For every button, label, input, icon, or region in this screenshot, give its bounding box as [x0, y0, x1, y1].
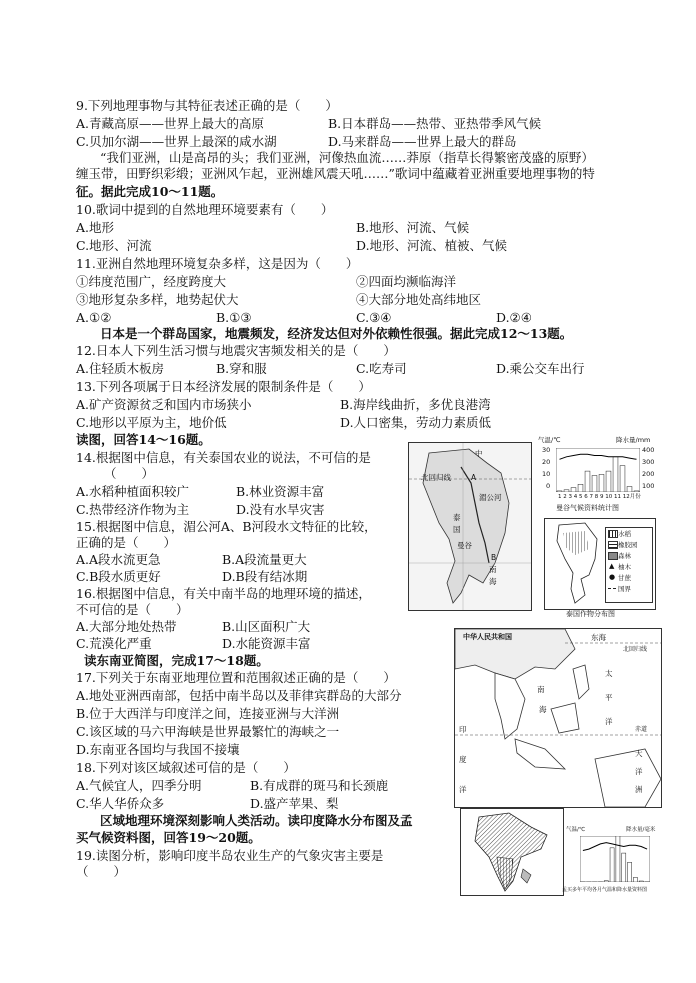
mumbai-precip-bar-9: [628, 862, 632, 882]
mumbai-precip-bar-7: [616, 836, 620, 882]
q16-option-b: B.山区面积广大: [222, 619, 311, 634]
sea-label-yang2: 洋: [635, 767, 643, 776]
question-15: 15.根据图中信息，湄公河A、B河段水文特征的比较，: [76, 519, 377, 534]
question-18: 18.下列对该区域叙述可信的是（ ）: [76, 760, 296, 775]
point-b-label: B: [491, 553, 497, 562]
sea-label-zhou: 洲: [635, 785, 643, 794]
q13-option-a: A.矿产资源贫乏和国内市场狭小: [76, 397, 252, 412]
bangkok-ptick-200: 200: [642, 470, 655, 478]
sea-label-yang3: 洋: [459, 785, 467, 794]
q18-option-c: C.华人华侨众多: [76, 796, 165, 811]
read-19-20-line1: 区域地理环境深刻影响人类活动。读印度降水分布图及孟: [100, 813, 413, 828]
q15-option-c: C.B段水质更好: [76, 569, 161, 584]
bangkok-label: 曼谷: [457, 541, 472, 550]
japan-intro: 日本是一个群岛国家，地震频发，经济发达但对外依赖性很强。据此完成12～13题。: [100, 326, 573, 341]
q15-option-a: A.A段水流更急: [76, 552, 161, 567]
legend-border: 国界: [618, 585, 631, 593]
sea-label-da: 大: [635, 749, 643, 758]
q13-option-b: B.海岸线曲折，多优良港湾: [340, 397, 491, 412]
q10-option-d: D.地形、河流、植被、气候: [356, 238, 508, 253]
mumbai-precip-bar-6: [610, 848, 614, 882]
crops-legend: 水稻 橡胶园 森林 柚木 甘蔗 国界 ▲ ●: [605, 527, 653, 603]
thailand-map-figure: [408, 442, 532, 611]
point-a-label: A: [471, 473, 477, 482]
q15-option-d: D.B段有结冰期: [222, 569, 308, 584]
legend-forest: 森林: [618, 552, 631, 560]
q17-option-c: C.该区域的马六甲海峡是世界最繁忙的海峡之一: [76, 724, 340, 739]
song-intro-line-2: 缠玉带，田野织彩缎；亚洲风乍起，亚洲雄风震天吼……”歌词中蕴藏着亚洲重要地理事物的特: [76, 166, 595, 181]
mumbai-precip-bar-8: [622, 853, 626, 882]
sea-label-china: 中华人民共和国: [463, 633, 512, 641]
bangkok-ptick-100: 100: [642, 482, 655, 490]
bangkok-precip-bar-6: [592, 476, 597, 493]
q14-paren: （ ）: [104, 466, 155, 481]
map-label-zhong: 中: [475, 449, 483, 458]
sea-label-nan: 南: [537, 685, 545, 694]
q9-option-d: D.马来群岛——世界上最大的群岛: [328, 134, 517, 149]
q9-option-a: A.青藏高原——世界上最大的高原: [76, 116, 265, 131]
question-14: 14.根据图中信息，有关泰国农业的说法，不可信的是: [76, 450, 371, 465]
map-label-guo: 国: [453, 525, 461, 534]
bangkok-precip-bar-9: [613, 457, 618, 492]
mumbai-climate-caption: 孟买多年平均各月气温和降水量资料图: [562, 887, 648, 893]
mumbai-climate-figure: [562, 826, 666, 896]
read-19-20-line2: 买气候资料图，回答19～20题。: [76, 830, 261, 845]
sea-label-equator: 赤道: [635, 726, 648, 733]
question-16: 16.根据图中信息，有关中南半岛的地理环境的描述，: [76, 586, 371, 601]
bangkok-precip-bar-3: [571, 488, 576, 492]
bangkok-ptick-400: 400: [642, 446, 655, 454]
q14-option-b: B.林业资源丰富: [236, 484, 325, 499]
bangkok-precip-bar-7: [599, 474, 604, 492]
q16-option-a: A.大部分地处热带: [76, 619, 177, 634]
q14-option-d: D.没有水旱灾害: [236, 502, 325, 517]
q11-option-c: C.③④: [356, 310, 392, 325]
southeast-asia-map-figure: [454, 628, 662, 808]
thai-crops-caption: 泰国作物分布图: [566, 610, 615, 618]
q13-option-d: D.人口密集，劳动力素质低: [340, 415, 492, 430]
bangkok-precip-bar-10: [620, 466, 625, 492]
q17-option-d: D.东南亚各国均与我国不接壤: [76, 742, 240, 757]
read-14-16: 读图，回答14～16题。: [76, 432, 211, 447]
question-19: 19.读图分析，影响印度半岛农业生产的气象灾害主要是: [76, 848, 384, 863]
bangkok-precip-bar-5: [585, 471, 590, 492]
mumbai-temp-line: [583, 843, 647, 851]
mekong-label: 湄公河: [479, 493, 502, 502]
bangkok-precip-bar-1: [557, 491, 562, 492]
question-12: 12.日本人下列生活习惯与地震灾害频发相关的是（ ）: [76, 343, 396, 358]
q17-option-a: A.地处亚洲西南部，包括中南半岛以及菲律宾群岛的大部分: [76, 688, 402, 703]
mumbai-precip-bar-11: [639, 881, 643, 882]
question-13: 13.下列各项属于日本经济发展的限制条件是（ ）: [76, 379, 371, 394]
india-precip-map-figure: [460, 808, 564, 896]
bangkok-temp-axis-label: 气温/℃: [538, 436, 561, 444]
bangkok-precip-bar-12: [634, 491, 639, 492]
question-10: 10.歌词中提到的自然地理环境要素有（ ）: [76, 202, 334, 217]
mumbai-plot-frame: [580, 836, 650, 882]
question-17: 17.下列关于东南亚地理位置和范围叙述正确的是（ ）: [76, 670, 396, 685]
q12-option-a: A.住轻质木板房: [76, 361, 165, 376]
question-15-line2: 正确的是（ ）: [76, 535, 177, 550]
q11-option-a: A.①②: [76, 310, 112, 325]
legend-rubber: 橡胶园: [618, 541, 638, 549]
q11-item-3: ③地形复杂多样，地势起伏大: [76, 292, 239, 307]
bangkok-temp-line: [560, 454, 637, 459]
bangkok-ytick-0: 0: [546, 482, 551, 490]
tropic-label: 北回归线: [421, 473, 451, 482]
q18-option-b: B.有成群的斑马和长颈鹿: [250, 778, 389, 793]
bangkok-precip-axis-label: 降水量/mm: [616, 436, 651, 444]
q11-item-2: ②四面均濒临海洋: [356, 274, 457, 289]
bangkok-precip-bar-8: [606, 471, 611, 492]
legend-rice: 水稻: [618, 530, 631, 538]
q16-option-d: D.水能资源丰富: [222, 636, 311, 651]
q10-option-c: C.地形、河流: [76, 238, 152, 253]
q14-option-c: C.热带经济作物为主: [76, 502, 190, 517]
legend-teak: 柚木: [618, 563, 631, 571]
q17-option-b: B.位于大西洋与印度洋之间，连接亚洲与大洋洲: [76, 706, 340, 721]
mumbai-precip-bar-10: [633, 877, 637, 882]
bangkok-ytick-20: 20: [542, 458, 551, 466]
q14-option-a: A.水稻种植面积较广: [76, 484, 190, 499]
bangkok-precip-bar-11: [627, 487, 632, 493]
bangkok-chart-svg: [556, 448, 640, 492]
q11-item-1: ①纬度范围广，经度跨度大: [76, 274, 227, 289]
q9-option-b: B.日本群岛——热带、亚热带季风气候: [328, 116, 542, 131]
map-label-nan: 南: [489, 565, 497, 574]
legend-sugarcane: 甘蔗: [618, 574, 631, 582]
bangkok-ytick-30: 30: [542, 446, 551, 454]
sea-label-hai: 海: [539, 705, 547, 714]
bangkok-ptick-300: 300: [642, 458, 655, 466]
question-16-line2: 不可信的是（ ）: [76, 602, 189, 617]
bangkok-climate-caption: 曼谷气候资料统计图: [556, 504, 619, 512]
bangkok-plot-frame: [556, 448, 640, 492]
mumbai-temp-axis-label: 气温/℃: [566, 827, 586, 833]
q10-option-a: A.地形: [76, 220, 115, 235]
q11-item-4: ④大部分地处高纬地区: [356, 292, 482, 307]
bangkok-climate-figure: [536, 436, 664, 516]
q10-option-b: B.地形、河流、气候: [356, 220, 470, 235]
mumbai-precip-bar-5: [604, 881, 608, 882]
bangkok-precip-bar-2: [564, 490, 569, 492]
mumbai-chart-svg: [580, 836, 650, 882]
sea-label-tropic: 北回归线: [623, 646, 648, 653]
sea-map-svg: [455, 629, 661, 807]
sea-label-ping: 平: [605, 693, 613, 702]
q11-option-d: D.②④: [496, 310, 532, 325]
india-map-svg: [461, 809, 563, 895]
bangkok-x-axis-label: 1 2 3 4 5 6 7 8 9 10 11 12月份: [558, 494, 641, 500]
sea-label-yang: 洋: [605, 717, 613, 726]
sea-label-yin: 印: [459, 725, 467, 734]
q15-option-b: B.A段流量更大: [222, 552, 307, 567]
map-label-tai: 泰: [453, 513, 461, 522]
thai-crops-figure: [544, 518, 656, 610]
sea-label-east-sea: 东海: [591, 633, 606, 642]
q11-option-b: B.①③: [216, 310, 252, 325]
song-intro-line-1: “我们亚洲，山是高昂的头；我们亚洲，河像热血流……莽原（指草长得繁密茂盛的原野）: [100, 150, 594, 165]
sea-label-du: 度: [459, 755, 467, 764]
question-11: 11.亚洲自然地理环境复杂多样，这是因为（ ）: [76, 256, 359, 271]
q18-option-d: D.盛产苹果、梨: [250, 796, 339, 811]
song-intro-line-3: 征。据此完成10～11题。: [76, 184, 224, 199]
q12-option-d: D.乘公交车出行: [496, 361, 585, 376]
q12-option-c: C.吃寿司: [356, 361, 407, 376]
sea-label-tai: 太: [605, 669, 613, 678]
map-label-hai: 海: [489, 577, 497, 586]
q16-option-c: C.荒漠化严重: [76, 636, 152, 651]
question-9: 9.下列地理事物与其特征表述正确的是（ ）: [76, 98, 338, 113]
q12-option-b: B.穿和服: [216, 361, 267, 376]
q13-option-c: C.地形以平原为主，地价低: [76, 415, 227, 430]
bangkok-precip-bar-4: [578, 484, 583, 492]
thailand-map-svg: [409, 443, 531, 610]
mumbai-precip-axis-label: 降水量/毫米: [626, 827, 656, 833]
q9-option-c: C.贝加尔湖——世界上最深的咸水湖: [76, 134, 277, 149]
q18-option-a: A.气候宜人，四季分明: [76, 778, 202, 793]
bangkok-ytick-10: 10: [542, 470, 551, 478]
read-17-18: 读东南亚简图，完成17～18题。: [84, 653, 269, 668]
q19-paren: （ ）: [76, 864, 127, 879]
